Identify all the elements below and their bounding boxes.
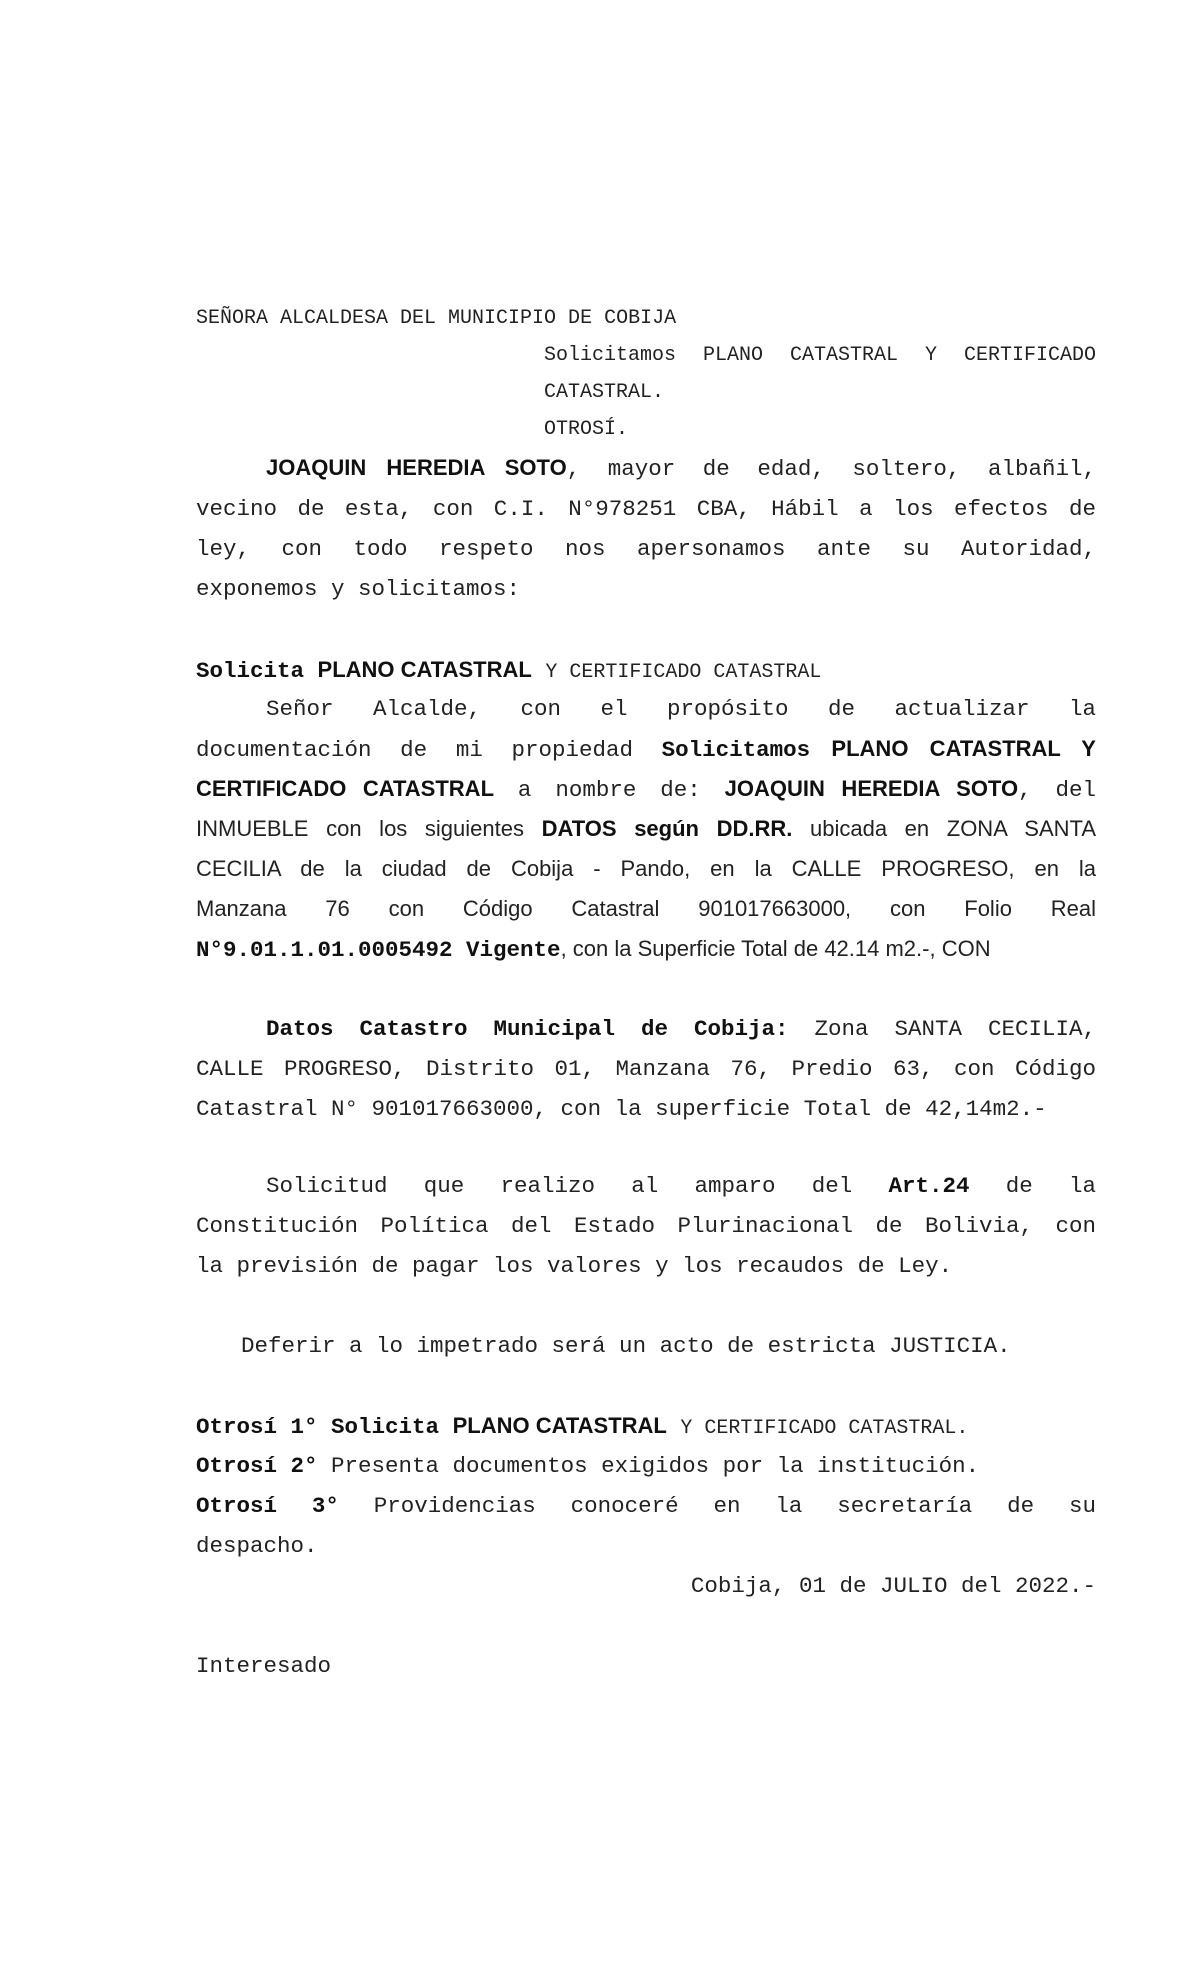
sumilla-line-2: CATASTRAL.	[544, 381, 665, 404]
folio-real: N°9.01.1.01.0005492 Vigente	[196, 937, 561, 963]
sumilla-line-3: OTROSÍ.	[544, 418, 629, 441]
intro-line-1: JOAQUIN HEREDIA SOTO, mayor de edad, soltero, albañil,	[266, 455, 1096, 482]
article-ref: Art.24	[888, 1173, 970, 1199]
closing-line: Deferir a lo impetrado será un acto de estricta JUSTICIA.	[241, 1333, 1011, 1359]
amparo-line-3: la previsión de pagar los valores y los recaudos de Ley.	[196, 1253, 953, 1279]
request-line-1: Señor Alcalde, con el propósito de actualizar la	[266, 696, 1096, 722]
request-line-5: CECILIA de la ciudad de Cobija - Pando, en la CALLE PROGRESO, en la	[196, 856, 1096, 881]
amparo-line-1: Solicitud que realizo al amparo del Art.24 de la	[266, 1173, 1096, 1199]
addressee: SEÑORA ALCALDESA DEL MUNICIPIO DE COBIJA	[196, 307, 677, 330]
sumilla-line-1: Solicitamos PLANO CATASTRAL Y CERTIFICADO	[544, 344, 1096, 367]
otrosi-3-line-2: despacho.	[196, 1533, 318, 1559]
intro-line-2: vecino de esta, con C.I. N°978251 CBA, Hábil a los efectos de	[196, 496, 1096, 522]
otrosi-2: Otrosí 2° Presenta documentos exigidos por la institución.	[196, 1453, 980, 1479]
intro-line-4: exponemos y solicitamos:	[196, 576, 521, 602]
request-heading: Solicita PLANO CATASTRAL Y CERTIFICADO CATASTRAL	[196, 657, 822, 684]
request-line-2: documentación de mi propiedad Solicitamos PLANO CATASTRAL Y	[196, 736, 1096, 763]
catastro-line-3: Catastral N° 901017663000, con la superficie Total de 42,14m2.-	[196, 1096, 1047, 1122]
catastro-line-2: CALLE PROGRESO, Distrito 01, Manzana 76, Predio 63, con Código	[196, 1056, 1096, 1082]
date-line: Cobija, 01 de JULIO del 2022.-	[690, 1573, 1096, 1599]
otrosi-3: Otrosí 3° Providencias conoceré en la secretaría de su	[196, 1493, 1096, 1519]
intro-line-3: ley, con todo respeto nos apersonamos ante su Autoridad,	[196, 536, 1096, 562]
otrosi-1: Otrosí 1° Solicita PLANO CATASTRAL Y CERTIFICADO CATASTRAL.	[196, 1413, 969, 1440]
request-line-7: N°9.01.1.01.0005492 Vigente, con la Superficie Total de 42.14 m2.-, CON	[196, 936, 991, 963]
request-line-4: INMUEBLE con los siguientes DATOS según DD.RR. ubicada en ZONA SANTA	[196, 816, 1096, 841]
request-line-3: CERTIFICADO CATASTRAL a nombre de: JOAQUIN HEREDIA SOTO, del	[196, 776, 1096, 803]
catastro-line-1: Datos Catastro Municipal de Cobija: Zona SANTA CECILIA,	[266, 1016, 1097, 1042]
signature-label: Interesado	[196, 1653, 332, 1679]
request-line-6: Manzana 76 con Código Catastral 901017663000, con Folio Real	[196, 896, 1096, 921]
applicant-name: JOAQUIN HEREDIA SOTO	[266, 455, 567, 480]
amparo-line-2: Constitución Política del Estado Plurinacional de Bolivia, con	[196, 1213, 1096, 1239]
